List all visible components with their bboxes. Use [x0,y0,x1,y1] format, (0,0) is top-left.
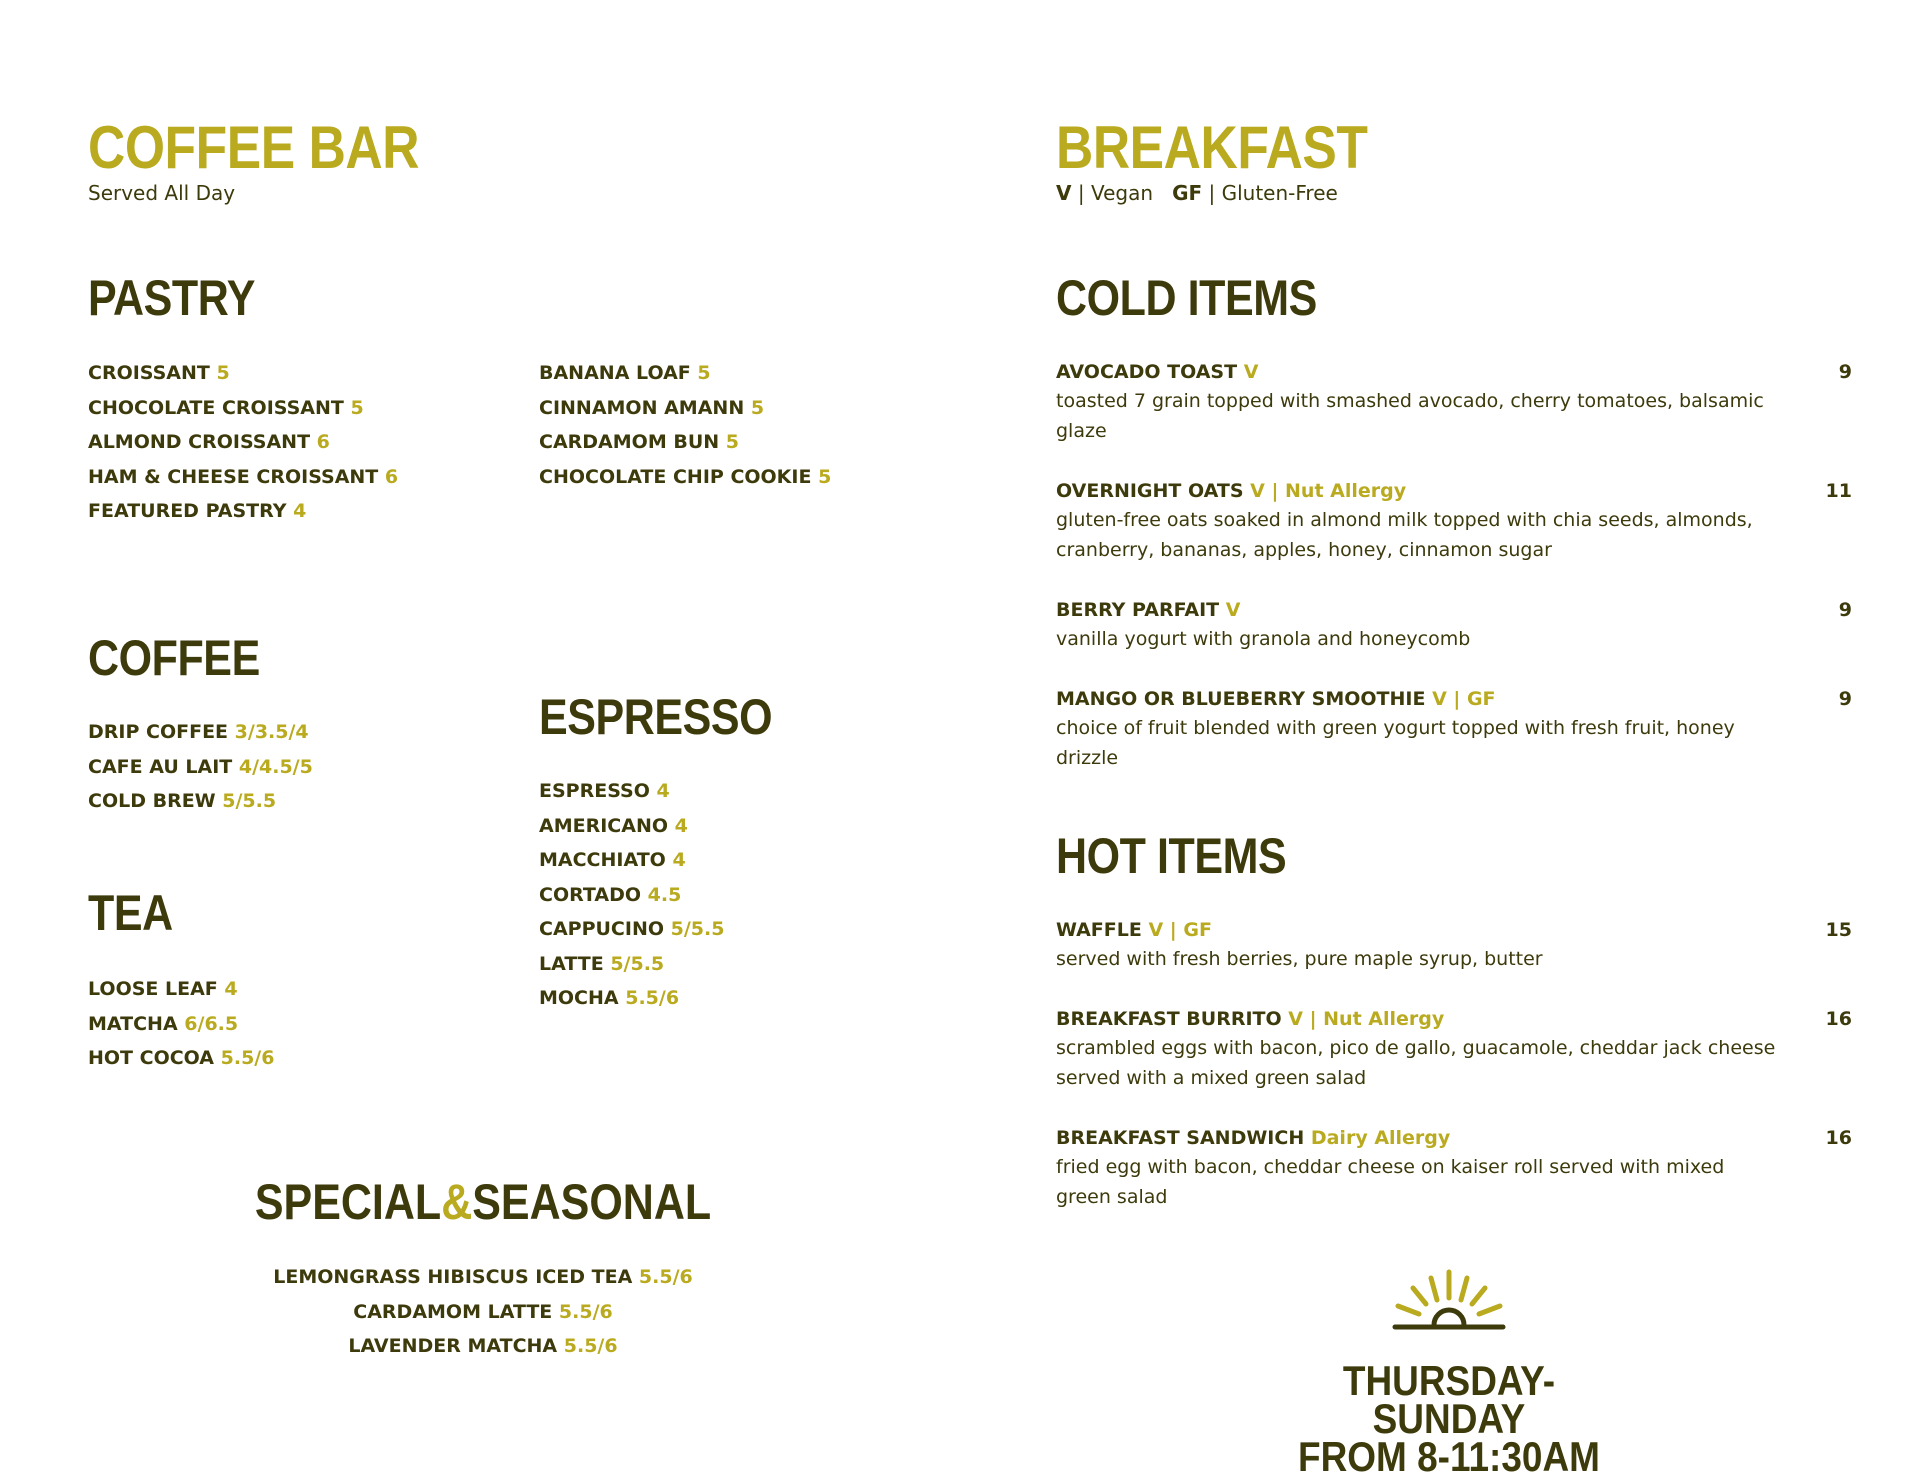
list-item: CAPPUCINO 5/5.5 [539,918,725,940]
list-item: MACCHIATO 4 [539,849,686,871]
coffee-list [88,715,313,819]
breakfast-legend: V | Vegan GF | Gluten-Free [1056,181,1338,205]
item-description: fried egg with bacon, cheddar cheese on kaiser roll served with mixed green salad [1056,1156,1725,1208]
hours-block [1249,1357,1649,1480]
list-item: ESPRESSO 4 [539,780,670,802]
espresso-list [539,774,724,1016]
hours-line1: THURSDAY-SUNDAY [1342,1357,1556,1442]
coffee-heading: COFFEE [88,630,260,686]
pastry-heading: PASTRY [88,270,256,326]
hot-items-heading: HOT ITEMS [1056,828,1287,884]
item-description: choice of fruit blended with green yogurt topped with fresh fruit, honey drizzle [1056,717,1735,769]
menu-item-smoothie: MANGO OR BLUEBERRY SMOOTHIE V | GF 9 choice of fruit blended with green yogurt topped with fresh fruit, honey drizzle [1056,684,1852,773]
list-item: DRIP COFFEE 3/3.5/4 [88,721,309,743]
list-item: LAVENDER MATCHA 5.5/6 [348,1335,618,1357]
item-description: served with fresh berries, pure maple syrup, butter [1056,948,1543,970]
list-item: LATTE 5/5.5 [539,952,665,975]
item-description: vanilla yogurt with granola and honeycomb [1056,628,1471,650]
list-item: LEMONGRASS HIBISCUS ICED TEA 5.5/6 [273,1266,693,1288]
item-description: gluten-free oats soaked in almond milk topped with chia seeds, almonds, cranberry, bananas, apples, honey, cinnamon sugar [1056,509,1753,561]
list-item: CROISSANT 5 [88,362,230,384]
tea-heading: TEA [88,885,173,941]
item-price: 9 [1838,688,1852,710]
tea-list [88,972,274,1076]
item-price: 16 [1825,1127,1852,1149]
list-item: HOT COCOA 5.5/6 [88,1047,275,1069]
list-item: ALMOND CROISSANT 6 [88,431,330,453]
list-item: CINNAMON AMANN 5 [539,396,765,419]
pastry-list-col1 [88,356,398,529]
list-item: CHOCOLATE CROISSANT 5 [88,396,364,419]
menu-item-waffle: WAFFLE V | GF 15 served with fresh berries, pure maple syrup, butter [1056,915,1852,975]
item-price: 9 [1838,599,1852,621]
coffee-bar-subtitle: Served All Day [88,181,236,205]
list-item: FEATURED PASTRY 4 [88,500,307,522]
cold-items-heading: COLD ITEMS [1056,270,1317,326]
special-seasonal-heading-wrap [183,1174,783,1230]
list-item: HAM & CHEESE CROISSANT 6 [88,465,399,488]
item-price: 11 [1825,480,1852,502]
menu-item-breakfast-burrito: BREAKFAST BURRITO V | Nut Allergy 16 scrambled eggs with bacon, pico de gallo, guacamole, cheddar jack cheese served with a mixed green salad [1056,1004,1852,1093]
special-list [183,1260,783,1364]
list-item: CORTADO 4.5 [539,883,682,906]
item-price: 15 [1825,919,1852,941]
list-item: CHOCOLATE CHIP COOKIE 5 [539,465,832,488]
list-item: AMERICANO 4 [539,814,688,837]
special-seasonal-heading: SPECIAL&SEASONAL [254,1174,712,1230]
menu-item-breakfast-sandwich: BREAKFAST SANDWICH Dairy Allergy 16 fried egg with bacon, cheddar cheese on kaiser roll served with mixed green salad [1056,1123,1852,1212]
pastry-list-col2 [539,356,831,494]
list-item: CARDAMOM LATTE 5.5/6 [353,1300,613,1323]
list-item: MOCHA 5.5/6 [539,987,680,1009]
menu-item-overnight-oats: OVERNIGHT OATS V | Nut Allergy 11 gluten-free oats soaked in almond milk topped with chia seeds, almonds, cranberry, bananas, apples, honey, cinnamon sugar [1056,476,1852,565]
sunrise-icon [1391,1266,1507,1334]
list-item: LOOSE LEAF 4 [88,978,238,1000]
list-item: CAFE AU LAIT 4/4.5/5 [88,755,313,778]
menu-item-avocado-toast: AVOCADO TOAST V 9 toasted 7 grain topped with smashed avocado, cherry tomatoes, balsamic glaze [1056,357,1852,446]
list-item: COLD BREW 5/5.5 [88,790,277,812]
list-item: MATCHA 6/6.5 [88,1012,239,1035]
breakfast-title: BREAKFAST [1056,114,1368,181]
item-price: 16 [1825,1008,1852,1030]
list-item: CARDAMOM BUN 5 [539,431,740,453]
list-item: BANANA LOAF 5 [539,362,711,384]
espresso-heading: ESPRESSO [539,689,773,745]
coffee-bar-title: COFFEE BAR [88,114,420,181]
hours-line2: FROM 8-11:30AM [1298,1433,1600,1480]
item-description: scrambled eggs with bacon, pico de gallo, guacamole, cheddar jack cheese served with a mixed green salad [1056,1037,1776,1089]
item-description: toasted 7 grain topped with smashed avocado, cherry tomatoes, balsamic glaze [1056,390,1764,442]
item-price: 9 [1838,361,1852,383]
menu-item-berry-parfait: BERRY PARFAIT V 9 vanilla yogurt with granola and honeycomb [1056,595,1852,655]
